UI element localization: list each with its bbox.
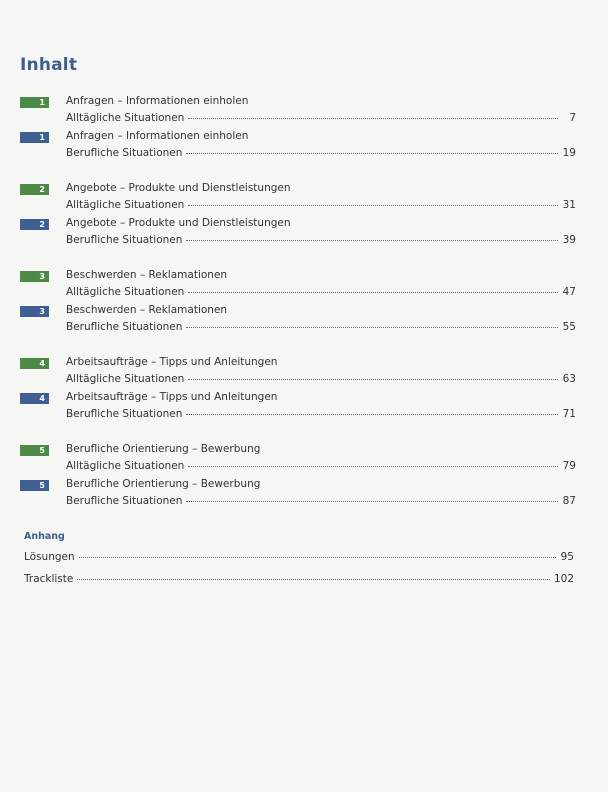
appendix-label: Trackliste xyxy=(24,573,74,585)
chapter-subtitle: Berufliche Situationen xyxy=(66,495,183,507)
dot-leader xyxy=(186,414,558,415)
dot-leader xyxy=(188,205,558,206)
page-number: 102 xyxy=(553,573,574,585)
chapter-title: Arbeitsaufträge – Tipps und Anleitungen xyxy=(66,391,278,403)
chapter-badge: 3 xyxy=(20,306,49,317)
dot-leader xyxy=(186,327,558,328)
chapter-badge: 5 xyxy=(20,480,49,491)
chapter-title: Angebote – Produkte und Dienstleistungen xyxy=(66,217,291,229)
chapter-subtitle: Berufliche Situationen xyxy=(66,234,183,246)
dot-leader xyxy=(188,118,558,119)
chapter-subtitle-row xyxy=(66,321,576,333)
page-number: 39 xyxy=(562,234,576,246)
chapter-title: Berufliche Orientierung – Bewerbung xyxy=(66,443,261,455)
chapter-subtitle: Berufliche Situationen xyxy=(66,321,183,333)
toc-entry[interactable] xyxy=(20,131,576,171)
chapter-badge: 3 xyxy=(20,271,49,282)
chapter-title: Beschwerden – Reklamationen xyxy=(66,269,228,281)
toc-entry[interactable] xyxy=(20,392,576,432)
dot-leader xyxy=(77,579,550,580)
toc-entry[interactable] xyxy=(20,218,576,258)
chapter-subtitle-row xyxy=(66,286,576,298)
chapter-subtitle: Alltägliche Situationen xyxy=(66,199,185,211)
chapter-subtitle: Alltägliche Situationen xyxy=(66,373,185,385)
chapter-subtitle-row xyxy=(66,147,576,159)
dot-leader xyxy=(186,501,558,502)
dot-leader xyxy=(188,466,558,467)
page-number: 7 xyxy=(569,112,576,124)
chapter-badge: 2 xyxy=(20,219,49,230)
appendix-item[interactable] xyxy=(24,551,574,563)
dot-leader xyxy=(188,379,558,380)
toc-entry[interactable] xyxy=(20,479,576,519)
page-number: 95 xyxy=(560,551,574,563)
toc-entry[interactable] xyxy=(20,305,576,345)
dot-leader xyxy=(188,292,558,293)
page-number: 63 xyxy=(562,373,576,385)
chapter-subtitle: Berufliche Situationen xyxy=(66,408,183,420)
appendix-label: Lösungen xyxy=(24,551,75,563)
chapter-subtitle: Alltägliche Situationen xyxy=(66,112,185,124)
dot-leader xyxy=(186,240,558,241)
chapter-subtitle-row xyxy=(66,373,576,385)
chapter-subtitle-row xyxy=(66,199,576,211)
chapter-title: Angebote – Produkte und Dienstleistungen xyxy=(66,182,291,194)
page-number: 55 xyxy=(562,321,576,333)
chapter-badge: 2 xyxy=(20,184,49,195)
page-number: 79 xyxy=(562,460,576,472)
chapter-badge: 5 xyxy=(20,445,49,456)
chapter-subtitle-row xyxy=(66,460,576,472)
chapter-subtitle: Alltägliche Situationen xyxy=(66,286,185,298)
chapter-title: Berufliche Orientierung – Bewerbung xyxy=(66,478,261,490)
chapter-title: Anfragen – Informationen einholen xyxy=(66,95,249,107)
page-number: 47 xyxy=(562,286,576,298)
chapter-subtitle: Alltägliche Situationen xyxy=(66,460,185,472)
page-number: 19 xyxy=(562,147,576,159)
chapter-subtitle-row xyxy=(66,408,576,420)
chapter-badge: 4 xyxy=(20,358,49,369)
dot-leader xyxy=(79,557,556,558)
chapter-badge: 4 xyxy=(20,393,49,404)
page-number: 87 xyxy=(562,495,576,507)
page-title: Inhalt xyxy=(20,55,78,75)
chapter-title: Anfragen – Informationen einholen xyxy=(66,130,249,142)
chapter-title: Beschwerden – Reklamationen xyxy=(66,304,228,316)
chapter-subtitle-row xyxy=(66,234,576,246)
chapter-badge: 1 xyxy=(20,97,49,108)
chapter-title: Arbeitsaufträge – Tipps und Anleitungen xyxy=(66,356,278,368)
page-number: 31 xyxy=(562,199,576,211)
chapter-subtitle-row xyxy=(66,495,576,507)
dot-leader xyxy=(186,153,558,154)
chapter-badge: 1 xyxy=(20,132,49,143)
chapter-subtitle: Berufliche Situationen xyxy=(66,147,183,159)
page-number: 71 xyxy=(562,408,576,420)
chapter-subtitle-row xyxy=(66,112,576,124)
appendix-heading: Anhang xyxy=(24,531,65,542)
appendix-item[interactable] xyxy=(24,573,574,585)
